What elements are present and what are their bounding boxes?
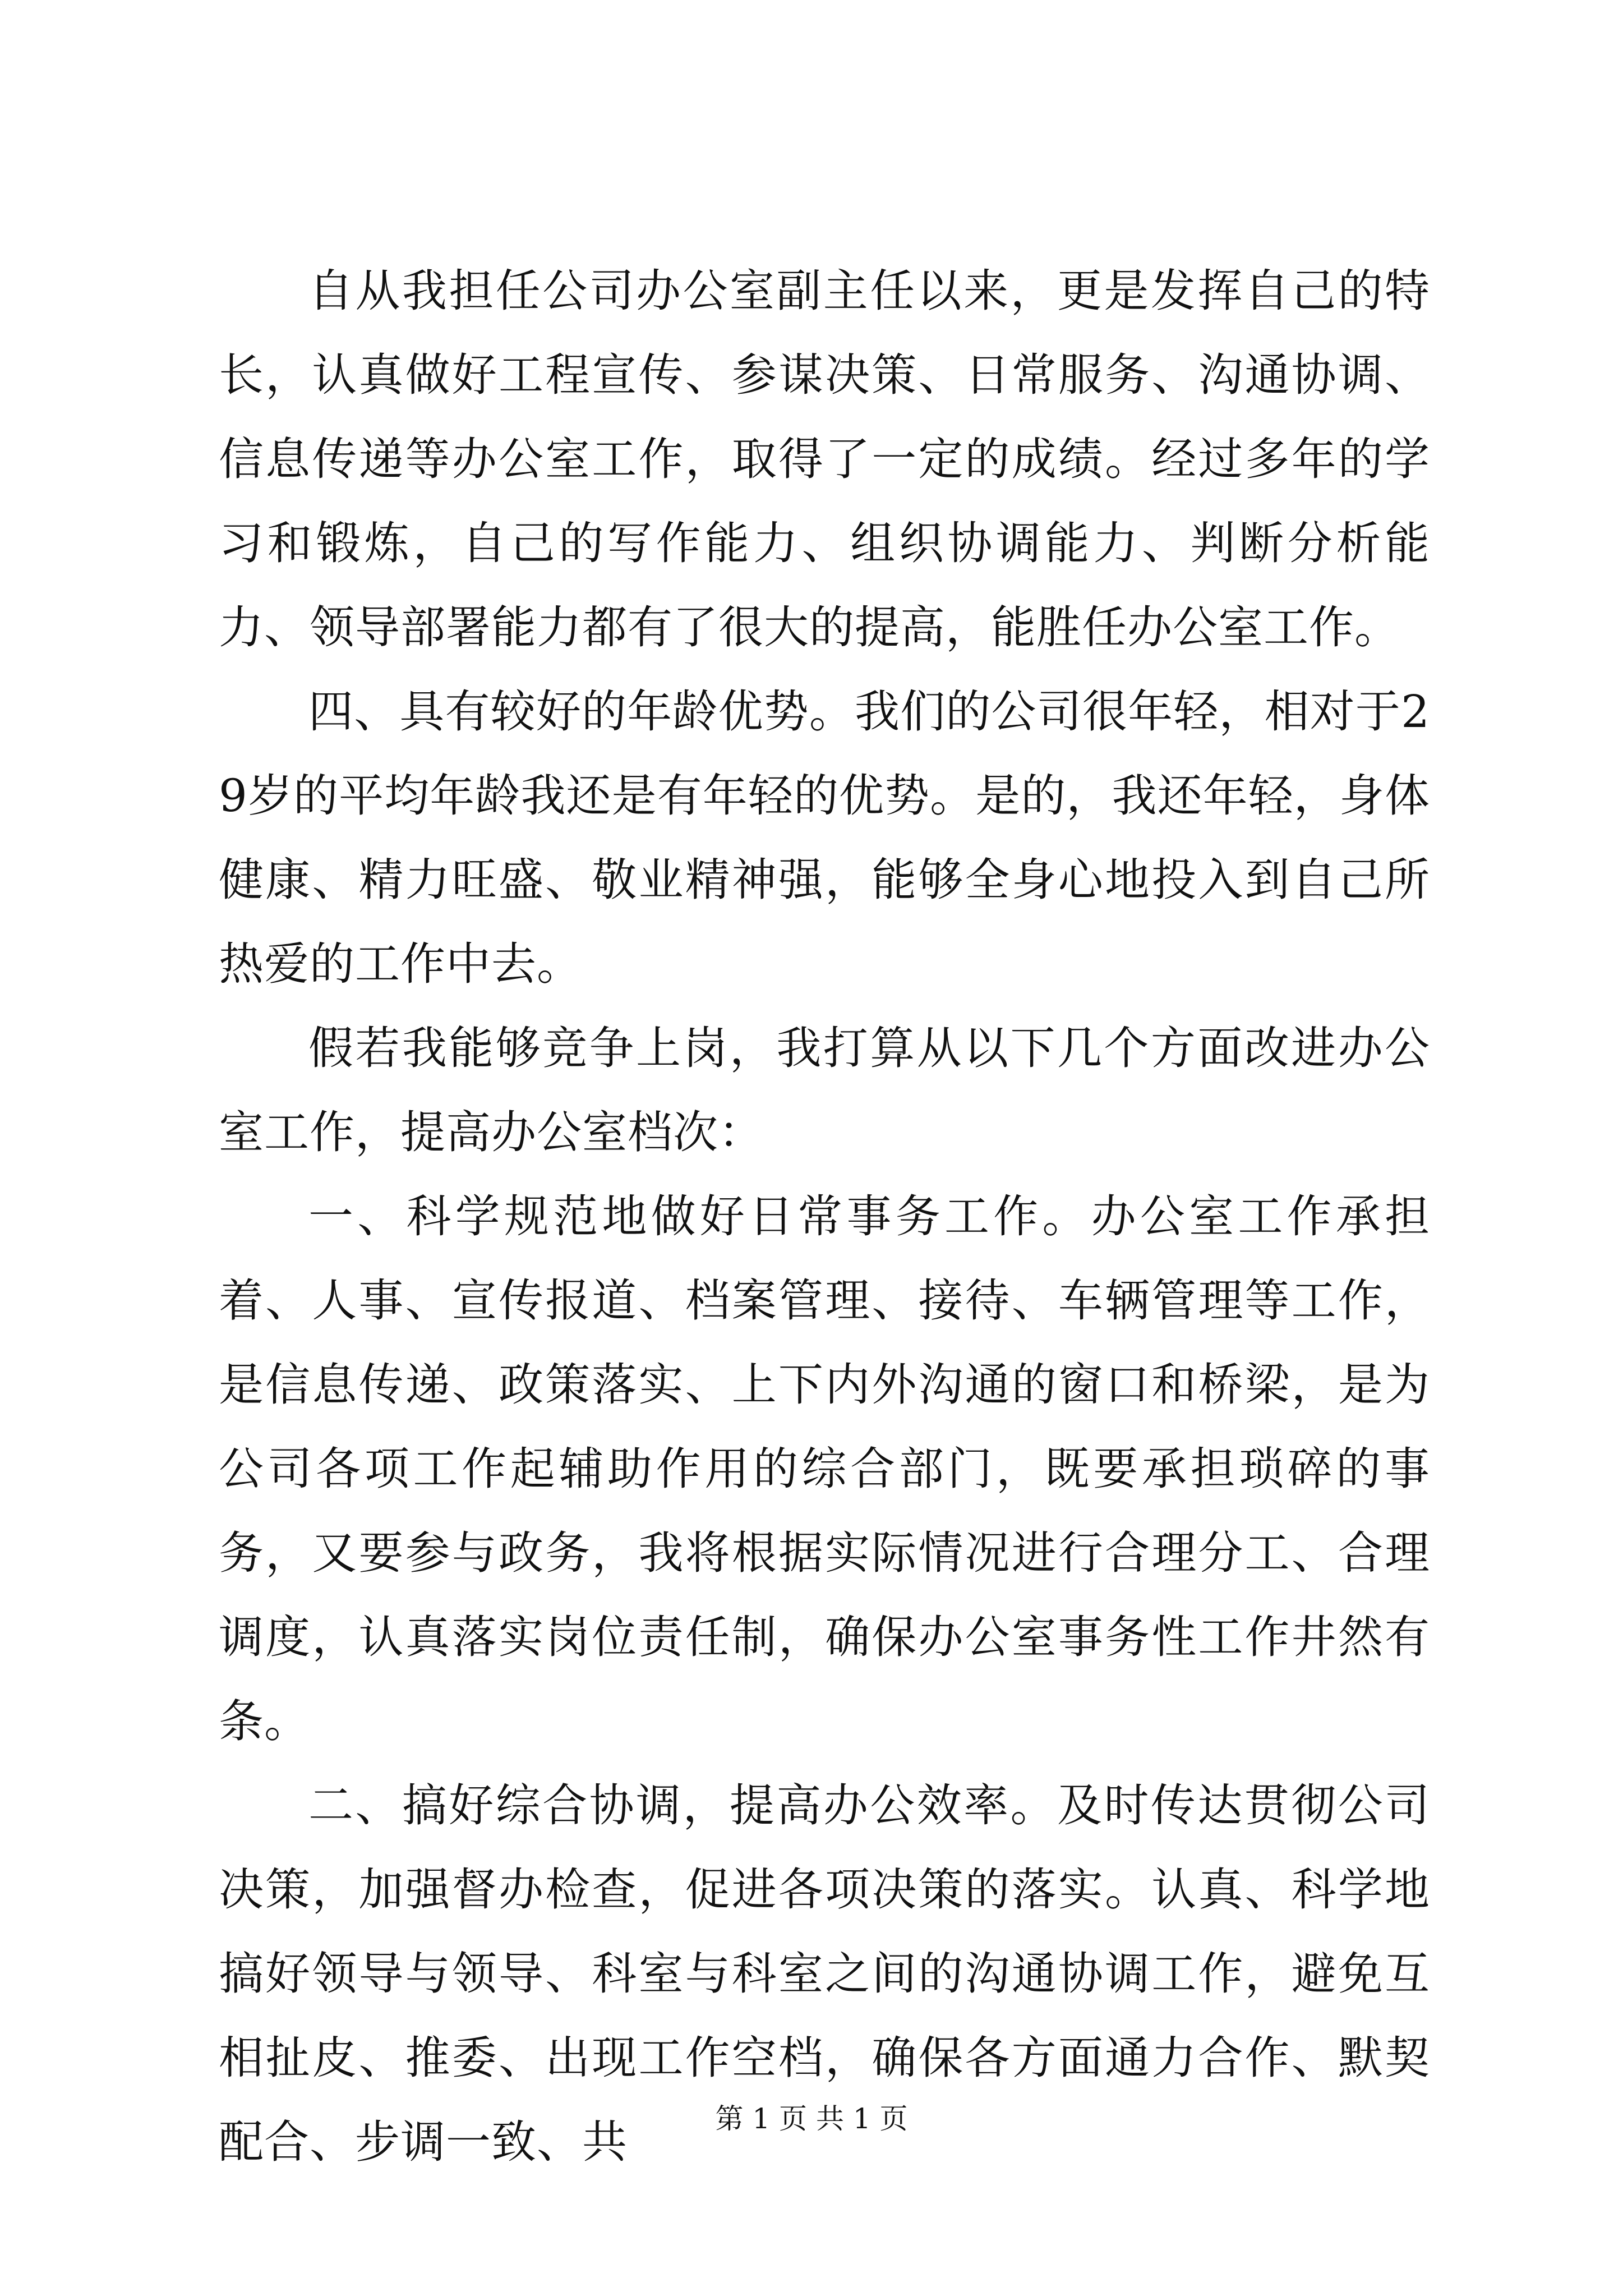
- paragraph-5: 二、搞好综合协调，提高办公效率。及时传达贯彻公司决策，加强督办检查，促进各项决策的落实。认真、科学地搞好领导与领导、科室与科室之间的沟通协调工作，避免互相扯皮、推委、出现工作空档，确保各方面通力合作、默契配合、步调一致、共: [219, 1779, 1430, 2168]
- paragraph-4: 一、科学规范地做好日常事务工作。办公室工作承担着、人事、宣传报道、档案管理、接待、车辆管理等工作，是信息传递、政策落实、上下内外沟通的窗口和桥梁，是为公司各项工作起辅助作用的综合部门，既要承担琐碎的事务，又要参与政务，我将根据实际情况进行合理分工、合理调度，认真落实岗位责任制，确保办公室事务性工作井然有条。: [219, 1190, 1430, 1747]
- page-footer: 第 1 页 共 1 页: [715, 2102, 908, 2135]
- paragraph-3: 假若我能够竞争上岗，我打算从以下几个方面改进办公室工作，提高办公室档次：: [219, 1022, 1430, 1158]
- paragraph-2: 四、具有较好的年龄优势。我们的公司很年轻，相对于29岁的平均年龄我还是有年轻的优势。是的，我还年轻，身体健康、精力旺盛、敬业精神强，能够全身心地投入到自己所热爱的工作中去。: [219, 685, 1430, 990]
- paragraph-1: 自从我担任公司办公室副主任以来，更是发挥自己的特长，认真做好工程宣传、参谋决策、日常服务、沟通协调、信息传递等办公室工作，取得了一定的成绩。经过多年的学习和锻炼，自己的写作能力、组织协调能力、判断分析能力、领导部署能力都有了很大的提高，能胜任办公室工作。: [219, 265, 1430, 654]
- document-body: [219, 249, 1430, 2184]
